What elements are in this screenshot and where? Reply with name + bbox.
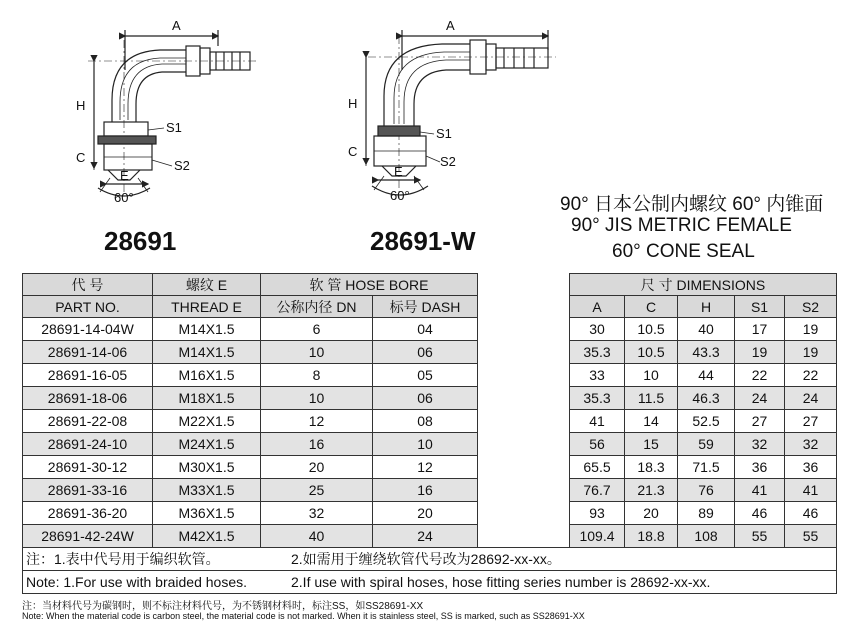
cell-h: 89 [678,502,735,525]
cell-s2: 36 [785,456,837,479]
cell-c: 20 [625,502,678,525]
cell-a: 35.3 [570,387,625,410]
title-english-1: 90° JIS METRIC FEMALE [571,215,792,236]
note-en [23,571,837,594]
title-english-2: 60° CONE SEAL [612,241,755,262]
cell-s2: 46 [785,502,837,525]
dim-angle-label: 60° [114,190,134,205]
cell-thread: M30X1.5 [153,456,261,479]
note-row-cn [23,548,837,571]
cell-dn: 20 [261,456,373,479]
cell-h: 52.5 [678,410,735,433]
cell-s1: 24 [735,387,785,410]
cell-dn: 32 [261,502,373,525]
table-row [23,525,837,548]
header-hose-bore: 软 管 HOSE BORE [261,274,478,296]
cell-part-no: 28691-24-10 [23,433,153,456]
cell-a: 33 [570,364,625,387]
cell-part-no: 28691-22-08 [23,410,153,433]
cell-c: 10.5 [625,341,678,364]
cell-dn: 12 [261,410,373,433]
cell-dn: 16 [261,433,373,456]
cell-dash: 05 [373,364,478,387]
footnote-en: Note: When the material code is carbon steel, the material code is not marked. When it is stainless steel, SS is marked, such as SS28691-XX [22,611,585,621]
cell-s1: 27 [735,410,785,433]
row-gap [478,525,570,548]
header-a: A [570,296,625,318]
header-h: H [678,296,735,318]
footnote-cn: 注：当材料代号为碳钢时，则不标注材料代号，为不锈钢材料时，标注SS，如SS28691-XX [22,601,424,612]
dim-a-label: A [172,18,181,33]
cell-part-no: 28691-42-24W [23,525,153,548]
cell-part-no: 28691-16-05 [23,364,153,387]
cell-dash: 24 [373,525,478,548]
cell-thread: M24X1.5 [153,433,261,456]
cell-c: 11.5 [625,387,678,410]
cell-dn: 40 [261,525,373,548]
header-thread: THREAD E [153,296,261,318]
cell-c: 21.3 [625,479,678,502]
cell-a: 76.7 [570,479,625,502]
note-en-2: 2.If use with spiral hoses, hose fitting series number is 28692-xx-xx. [291,574,711,590]
cell-part-no: 28691-36-20 [23,502,153,525]
note-row-en [23,571,837,594]
cell-thread: M22X1.5 [153,410,261,433]
cell-part-no: 28691-33-16 [23,479,153,502]
dim-c-label: C [76,150,86,165]
cell-dn: 6 [261,318,373,341]
header-s2: S2 [785,296,837,318]
row-gap [478,387,570,410]
spec-table [22,273,837,594]
cell-s1: 17 [735,318,785,341]
note-en-1: Note: 1.For use with braided hoses. [26,574,248,590]
caption-28691-w: 28691-W [370,226,476,256]
header-row-1 [23,274,837,296]
table-row [23,318,837,341]
table-row [23,479,837,502]
cell-s1: 22 [735,364,785,387]
cell-s2: 24 [785,387,837,410]
cell-h: 40 [678,318,735,341]
header-part-cn: 代 号 [23,274,153,296]
cell-s2: 19 [785,341,837,364]
row-gap [478,318,570,341]
cell-dn: 10 [261,387,373,410]
cell-part-no: 28691-30-12 [23,456,153,479]
cell-thread: M14X1.5 [153,341,261,364]
header-dimensions: 尺 寸 DIMENSIONS [570,274,837,296]
cell-thread: M14X1.5 [153,318,261,341]
cell-h: 44 [678,364,735,387]
drawing-28691 [88,30,258,196]
cell-s1: 36 [735,456,785,479]
cell-h: 71.5 [678,456,735,479]
dim-e-label: E [120,168,129,183]
table-row [23,387,837,410]
cell-part-no: 28691-18-06 [23,387,153,410]
cell-dash: 08 [373,410,478,433]
header-gap [478,296,570,318]
cell-a: 65.5 [570,456,625,479]
row-gap [478,502,570,525]
cell-dash: 06 [373,387,478,410]
cell-c: 18.8 [625,525,678,548]
cell-a: 41 [570,410,625,433]
header-s1: S1 [735,296,785,318]
header-dn: 公称内径 DN [261,296,373,318]
cell-s1: 32 [735,433,785,456]
cell-c: 10 [625,364,678,387]
cell-s2: 55 [785,525,837,548]
header-row-2 [23,296,837,318]
cell-dash: 04 [373,318,478,341]
cell-c: 18.3 [625,456,678,479]
table-row [23,502,837,525]
row-gap [478,479,570,502]
dim-a-label: A [446,18,455,33]
dim-s2-label: S2 [174,158,190,173]
cell-dash: 10 [373,433,478,456]
dim-s2-label: S2 [440,154,456,169]
note-cn-2: 2.如需用于缠绕软管代号改为28692-xx-xx。 [291,551,561,567]
cell-dash: 20 [373,502,478,525]
cell-dash: 12 [373,456,478,479]
cell-a: 109.4 [570,525,625,548]
cell-thread: M33X1.5 [153,479,261,502]
cell-c: 14 [625,410,678,433]
cell-s2: 41 [785,479,837,502]
cell-s2: 22 [785,364,837,387]
row-gap [478,410,570,433]
cell-thread: M42X1.5 [153,525,261,548]
header-c: C [625,296,678,318]
cell-dash: 16 [373,479,478,502]
table-row [23,341,837,364]
table-row [23,410,837,433]
cell-dn: 10 [261,341,373,364]
cell-part-no: 28691-14-06 [23,341,153,364]
dim-angle-label: 60° [390,188,410,203]
cell-h: 108 [678,525,735,548]
row-gap [478,341,570,364]
dim-e-label: E [394,164,403,179]
dim-h-label: H [76,98,86,113]
cell-c: 10.5 [625,318,678,341]
header-gap [478,274,570,296]
dim-s1-label: S1 [166,120,182,135]
cell-dash: 06 [373,341,478,364]
row-gap [478,364,570,387]
cell-s2: 32 [785,433,837,456]
dim-h-label: H [348,96,358,111]
dim-c-label: C [348,144,358,159]
cell-a: 56 [570,433,625,456]
cell-thread: M36X1.5 [153,502,261,525]
note-cn [23,548,837,571]
note-cn-1: 注：1.表中代号用于编织软管。 [26,551,220,567]
title-chinese: 90° 日本公制内螺纹 60° 内锥面 [560,194,824,215]
cell-c: 15 [625,433,678,456]
row-gap [478,433,570,456]
cell-h: 59 [678,433,735,456]
table-row [23,364,837,387]
row-gap [478,456,570,479]
header-dash: 标号 DASH [373,296,478,318]
cell-s2: 27 [785,410,837,433]
cell-a: 93 [570,502,625,525]
cell-dn: 25 [261,479,373,502]
cell-s2: 19 [785,318,837,341]
table-row [23,456,837,479]
table-row [23,433,837,456]
cell-thread: M16X1.5 [153,364,261,387]
cell-thread: M18X1.5 [153,387,261,410]
header-thread-cn: 螺纹 E [153,274,261,296]
cell-s1: 55 [735,525,785,548]
cell-dn: 8 [261,364,373,387]
cell-s1: 41 [735,479,785,502]
cell-a: 30 [570,318,625,341]
cell-a: 35.3 [570,341,625,364]
caption-28691: 28691 [104,226,177,256]
cell-h: 43.3 [678,341,735,364]
cell-s1: 19 [735,341,785,364]
dim-s1-label: S1 [436,126,452,141]
cell-h: 76 [678,479,735,502]
cell-part-no: 28691-14-04W [23,318,153,341]
cell-h: 46.3 [678,387,735,410]
header-part-no: PART NO. [23,296,153,318]
cell-s1: 46 [735,502,785,525]
